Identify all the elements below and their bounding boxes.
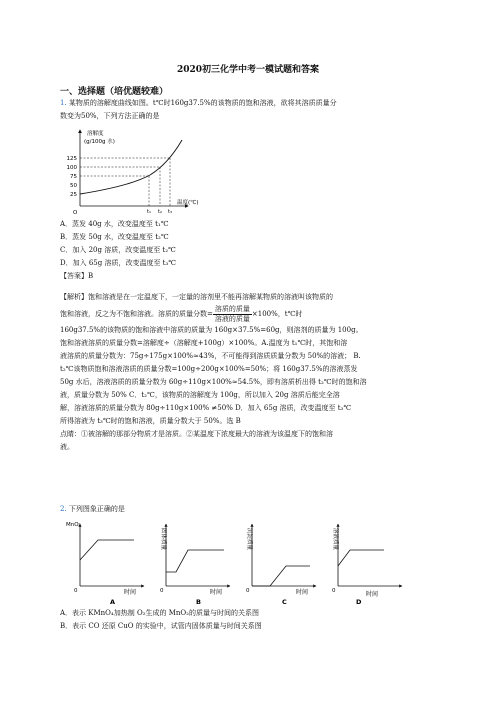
graph-d-ylabel: 溶液质量	[332, 528, 338, 551]
analysis-line3: 160g37.5%的该物质的饱和溶液中溶质的质量为 160g×37.5%=60g，则溶剂的质量为 100g。	[60, 326, 363, 334]
analysis-line6: t₂℃该物质饱和溶液溶质的质量分数=100g÷200g×100%=50%；将 160g37.5%的溶液蒸发	[60, 365, 358, 373]
answer-line: 【答案】B	[60, 272, 94, 280]
option-b: B．蒸发 50g 水，改变温度至 t₂℃	[60, 233, 169, 241]
graph-c-xlabel: 时间	[296, 589, 309, 596]
ytick-50: 50	[70, 183, 77, 189]
analysis-line2-post: ×100%，t℃时	[251, 310, 303, 318]
analysis-line8: 液，质量分数为 50% C．t₂℃，该物质的溶解度为 100g，所以加入 20g 溶质后能完全溶	[60, 391, 340, 399]
analysis-line10: 所得溶液为 t₃℃时的饱和溶液，质量分数大于 50%。选 B	[60, 417, 241, 425]
xtick-t1: t₁	[147, 209, 151, 215]
graph-a-origin: 0	[74, 588, 78, 594]
graph-c-origin: 0	[246, 588, 250, 594]
tip-line2: 液。	[60, 443, 74, 451]
ytick-100: 100	[66, 165, 77, 171]
question-2-graphs	[66, 516, 446, 606]
question-1-analysis	[60, 291, 452, 454]
graph-b-xlabel: 时间	[210, 589, 223, 596]
q2-option-b: B．表示 CO 还原 CuO 的实验中，试管内固体质量与时间关系图	[60, 622, 262, 630]
graph-b-line	[166, 550, 224, 572]
analysis-line2	[60, 304, 452, 324]
xtick-t2: t₂	[158, 209, 162, 215]
graph-c-ylabel: 沉淀质量	[246, 528, 252, 551]
graph-b-ylabel: 固体质量	[160, 528, 166, 551]
analysis-line5: 液溶质的质量分数为：75g÷175g×100%≈43%，不可能得到溶质质量分数为 50%的溶液； B.	[60, 352, 361, 360]
graph-c-letter: C	[282, 598, 287, 606]
solubility-curve-graph	[60, 126, 220, 218]
graph-a-ylabel: MnO₂	[66, 522, 81, 528]
fraction-numerator: 溶质的质量	[214, 304, 250, 313]
analysis-line2-pre: 饱和溶液，反之为不饱和溶液。溶质的质量分数=	[60, 310, 213, 318]
graph-a-letter: A	[110, 598, 116, 606]
q2-option-a: A．表示 KMnO₄加热制 O₂生成的 MnO₂的质量与时间的关系图	[60, 609, 259, 617]
option-d: D．加入 65g 溶质，改变温度至 t₃℃	[60, 259, 177, 267]
question-1-number: 1.	[60, 99, 67, 107]
mass-fraction-formula	[213, 305, 252, 324]
graph-a	[66, 522, 144, 606]
graph-d	[332, 524, 402, 606]
graph-xlabel: 温度(℃)	[177, 200, 199, 206]
question-2-number: 2.	[60, 505, 67, 513]
graph-c-line	[252, 566, 310, 586]
question-1-stem-line1: 某物质的溶解度曲线如图。t℃时160g37.5%的该物质的饱和溶液，欲将其溶质质量分	[68, 99, 337, 107]
graph-a-line	[80, 540, 134, 560]
option-c: C．加入 20g 溶质，改变温度至 t₂℃	[60, 246, 176, 254]
fraction-denominator: 溶液的质量	[214, 314, 250, 323]
ytick-25: 25	[70, 192, 77, 198]
graph-d-line	[338, 550, 384, 566]
question-1-stem	[60, 97, 450, 123]
question-1-options	[60, 218, 450, 283]
graph-b-letter: B	[196, 598, 201, 606]
dashed-guides	[80, 158, 170, 206]
question-1-stem-line2: 数变为50%，下列方法正确的是	[60, 112, 160, 120]
graph-ylabel-line2: (g/100g 水)	[84, 139, 115, 145]
question-2-options	[60, 607, 450, 633]
document-title: 2020初三化学中考一模试题和答案	[176, 65, 320, 75]
question-2-stem	[60, 503, 450, 516]
graph-d-origin: 0	[332, 588, 336, 594]
section-heading: 一、选择题（培优题较难）	[60, 87, 169, 97]
graph-b-origin: 0	[160, 588, 164, 594]
analysis-line4: 饱和溶液溶质的质量分数=溶解度÷（溶解度+100g）×100%。A.温度为 t₁℃时，其饱和溶	[60, 339, 348, 347]
graph-d-xlabel: 时间	[366, 591, 379, 598]
graph-c	[246, 524, 316, 606]
question-2-stem-text: 下列图象正确的是	[68, 505, 125, 513]
ytick-125: 125	[66, 156, 77, 162]
graph-ylabel-line1: 溶解度	[87, 131, 104, 137]
ytick-75: 75	[70, 174, 77, 180]
graph-origin: O	[73, 210, 78, 216]
tip-line1: 点睛：①被溶解的那部分物质才是溶质。②某温度下浓度最大的溶液为该温度下的饱和溶	[60, 430, 333, 438]
graph-b	[160, 524, 230, 606]
analysis-line9: 解，溶液溶质的质量分数为 80g÷110g×100% ≠50% D．加入 65g 溶质，改变温度至 t₃℃	[60, 404, 352, 412]
option-a: A．蒸发 40g 水，改变温度至 t₁℃	[60, 220, 169, 228]
analysis-line7: 50g 水后，溶液溶质的质量分数为 60g÷110g×100%≈54.5%，即有溶质析出得 t₂℃时的饱和溶	[60, 378, 367, 386]
graph-d-letter: D	[356, 598, 362, 606]
analysis-line1: 【解析】饱和溶液是在一定温度下，一定量的溶剂里不能再溶解某物质的溶液叫该物质的	[60, 293, 333, 301]
graph-a-xlabel: 时间	[124, 589, 137, 596]
xtick-t3: t₃	[168, 209, 172, 215]
